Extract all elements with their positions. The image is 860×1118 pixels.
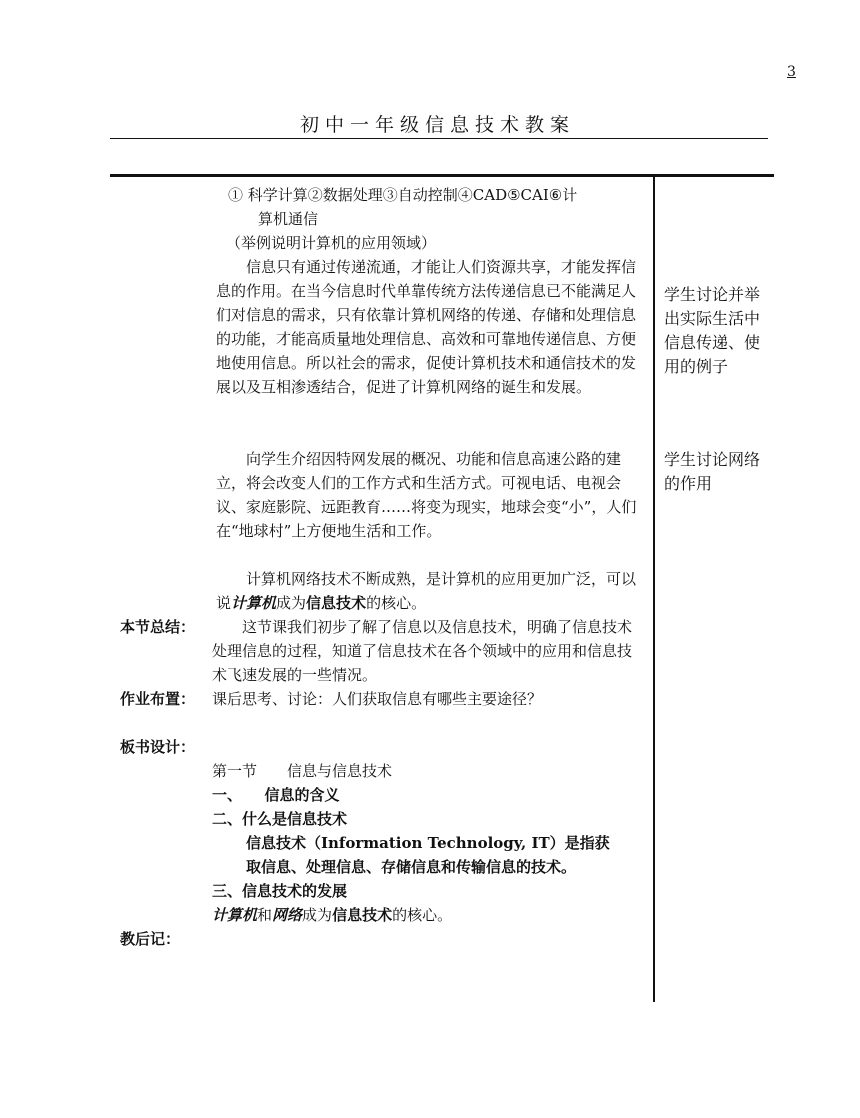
board-core-become: 成为 bbox=[302, 906, 333, 924]
page-number: 3 bbox=[787, 64, 796, 80]
board-section: 第一节 信息与信息技术 bbox=[212, 762, 393, 780]
paragraph-info-transfer: 信息只有通过传递流通，才能让人们资源共享，才能发挥信息的作用。在当今信息时代单靠传统方法传递信息已不能满足人们对信息的需求，只有依靠计算机网络的传递、存储和处理信息的功能，才能高质量地处理信息、高效和可靠地传递信息、方便地使用信息。所以社会的需求，促使计算机技术和通信技术的发展以及互相渗透结合，促进了计算机网络的诞生和发展。 bbox=[216, 258, 637, 396]
board-core-network: 网络 bbox=[272, 906, 303, 924]
board-core bbox=[212, 903, 452, 927]
board-core-computer: 计算机 bbox=[212, 906, 258, 924]
application-list-line2: 算机通信 bbox=[258, 210, 319, 228]
board-item2: 二、什么是信息技术 bbox=[212, 810, 348, 828]
network-tech-it: 信息技术 bbox=[306, 594, 367, 612]
title-rule bbox=[110, 138, 768, 139]
paragraph-internet: 向学生介绍因特网发展的概况、功能和信息高速公路的建立，将会改变人们的工作方式和生活方式。可视电话、电视会议、家庭影院、远距教育……将变为现实，地球会变“小”，人们在“地球村”上方便地生活和工作。 bbox=[216, 450, 637, 540]
table-top-border bbox=[110, 174, 774, 177]
network-tech-text-e: 的核心。 bbox=[366, 594, 427, 612]
board-core-it: 信息技术 bbox=[332, 906, 393, 924]
board-label: 板书设计： bbox=[120, 738, 196, 756]
board-item1: 一、 信息的含义 bbox=[212, 786, 340, 804]
page-title: 初中一年级信息技术教案 bbox=[300, 114, 576, 136]
application-list bbox=[228, 183, 648, 255]
board-item3: 三、信息技术的发展 bbox=[212, 882, 348, 900]
side-note-network-role: 学生讨论网络的作用 bbox=[664, 450, 761, 493]
application-list-line1: ① 科学计算②数据处理③自动控制④CAD⑤CAI⑥计 bbox=[228, 186, 578, 204]
network-tech-text-a: 计算机网络技术不断成熟，是计算机的应用更加广泛，可以说 bbox=[216, 570, 637, 612]
afterword-label: 教后记： bbox=[120, 930, 181, 948]
homework-text: 课后思考、讨论：人们获取信息有哪些主要途径？ bbox=[212, 690, 543, 708]
board-core-and: 和 bbox=[257, 906, 273, 924]
column-divider bbox=[653, 177, 655, 1002]
example-note: （举例说明计算机的应用领域） bbox=[226, 234, 437, 252]
board-core-end: 的核心。 bbox=[392, 906, 453, 924]
summary-label: 本节总结： bbox=[120, 618, 196, 636]
board-definition-line2: 取信息、处理信息、存储信息和传输信息的技术。 bbox=[246, 858, 577, 876]
homework-label: 作业布置： bbox=[120, 690, 196, 708]
paragraph-network-tech bbox=[216, 567, 644, 615]
side-note-discussion: 学生讨论并举出实际生活中信息传递、使用的例子 bbox=[664, 285, 761, 376]
network-tech-text-c: 成为 bbox=[276, 594, 307, 612]
network-tech-computer: 计算机 bbox=[231, 594, 277, 612]
summary-text: 这节课我们初步了解了信息以及信息技术，明确了信息技术处理信息的过程，知道了信息技术在各个领域中的应用和信息技术飞速发展的一些情况。 bbox=[212, 618, 633, 684]
board-definition-line1: 信息技术（Information Technology, IT）是指获 bbox=[246, 834, 610, 852]
